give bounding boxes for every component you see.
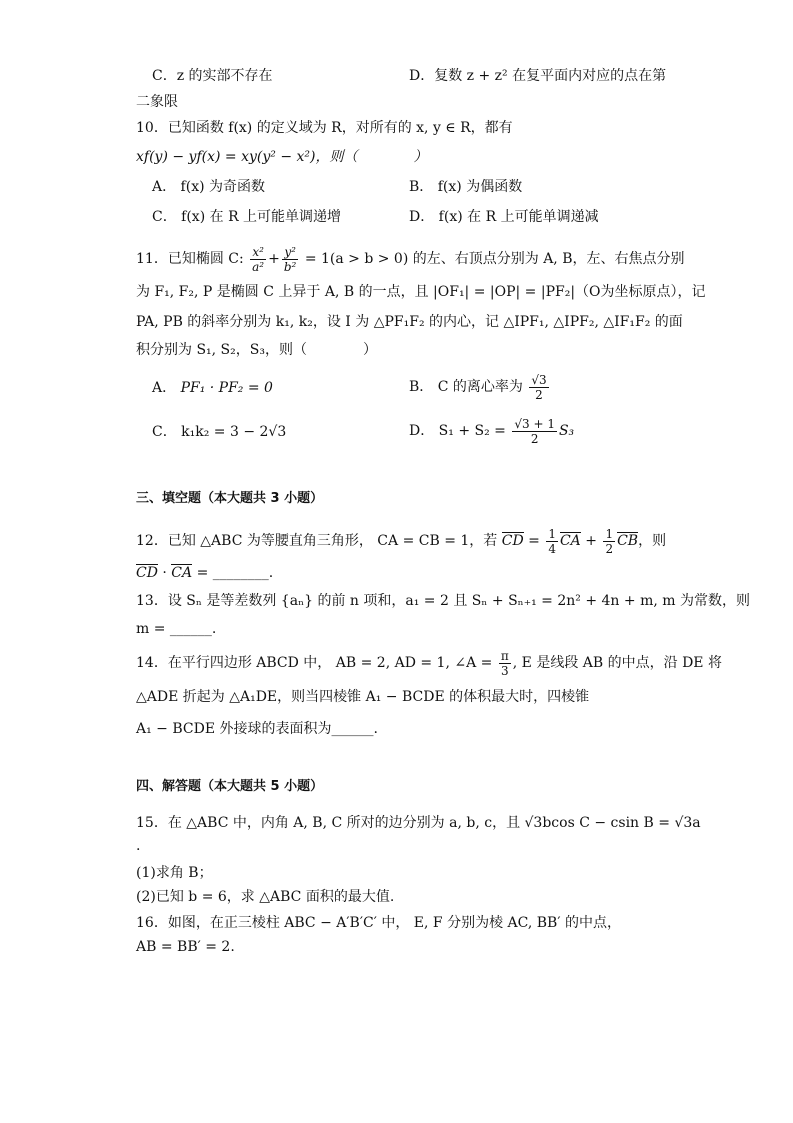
q11-option-b-frac: $\frac{√3}{2}$ bbox=[531, 372, 547, 402]
q11-frac-y: $\frac{\text{y²}}{\text{b²}}$ bbox=[283, 244, 297, 274]
q11-option-d-suffix: S₃ bbox=[558, 423, 575, 439]
q12-vec-cd: CD bbox=[501, 533, 524, 549]
q10-option-b: B． f(x) 为偶函数 bbox=[409, 179, 523, 195]
q11-option-d bbox=[409, 416, 574, 446]
q12-stem-text: 12．已知 △ABC 为等腰直角三角形， CA = CB = 1，若 bbox=[136, 533, 498, 549]
q12-line2: CD · CA = ________. bbox=[136, 565, 274, 581]
q11-option-d-label: D． S₁ + S₂ = bbox=[409, 423, 506, 439]
q10-option-d: D． f(x) 在 R 上可能单调递减 bbox=[409, 209, 599, 225]
q14-line2: △ADE 折起为 △A₁DE，则当四棱锥 A₁ − BCDE 的体积最大时，四棱锥 bbox=[136, 689, 590, 705]
q11-option-c: C． k₁k₂ = 3 − 2√3 bbox=[152, 424, 287, 440]
q13-line1: 13．设 Sₙ 是等差数列 {aₙ} 的前 n 项和，a₁ = 2 且 Sₙ + Sₙ₊₁ = 2n² + 4n + m, m 为常数，则 bbox=[136, 593, 750, 609]
q10-stem: 10．已知函数 f(x) 的定义域为 R，对所有的 x, y ∈ R，都有 bbox=[136, 120, 513, 136]
q15-line1-cont: . bbox=[136, 838, 141, 854]
q10-option-c: C． f(x) 在 R 上可能单调递增 bbox=[152, 209, 342, 225]
q10-option-a: A． f(x) 为奇函数 bbox=[152, 179, 266, 195]
q16-line1: 16．如图，在正三棱柱 ABC − A′B′C′ 中， E, F 分别为棱 AC, BB′ 的中点， bbox=[136, 915, 621, 931]
q12-frac-half: $\frac{1}{2}$ bbox=[605, 526, 614, 556]
q12-vec-ca: CA bbox=[559, 533, 581, 549]
section-3-title: 三、填空题（本大题共 3 小题） bbox=[136, 491, 324, 506]
q14-line1-prefix: 14．在平行四边形 ABCD 中， AB = 2, AD = 1, ∠A = bbox=[136, 655, 493, 671]
q10-formula: xf(y) − yf(x) = xy(y² − x²)，则（ ） bbox=[136, 149, 428, 165]
section-4-title: 四、解答题（本大题共 5 小题） bbox=[136, 779, 324, 794]
q11-frac-x: $\frac{\text{x²}}{\text{a²}}$ bbox=[252, 244, 265, 274]
q15-part1: (1)求角 B； bbox=[136, 865, 213, 881]
q9-option-c: C．z 的实部不存在 bbox=[152, 68, 273, 84]
q15-part2: (2)已知 b = 6，求 △ABC 面积的最大值. bbox=[136, 889, 395, 905]
q11-option-d-frac: $\frac{√3 + 1}{2}$ bbox=[514, 416, 555, 446]
q12-answer-blank: = ________. bbox=[192, 565, 274, 581]
q12-vec-cb: CB bbox=[617, 533, 639, 549]
q11-option-a-label: A． bbox=[152, 380, 177, 396]
q11-option-a-expr: PF₁ · PF₂ = 0 bbox=[180, 380, 273, 396]
q12-frac-quarter: $\frac{1}{4}$ bbox=[548, 526, 556, 556]
q14-line1-suffix: , E 是线段 AB 的中点，沿 DE 将 bbox=[512, 655, 722, 671]
q11-option-a bbox=[152, 378, 273, 398]
q12-stem: 12．已知 △ABC 为等腰直角三角形， CA = CB = 1，若 CD = $\frac{1}{4}$ CA + $\frac{1}{2}$ CB，则 bbox=[136, 526, 667, 556]
q9-option-d-cont: 二象限 bbox=[136, 94, 178, 110]
q12-vec-cd-2: CD bbox=[136, 565, 158, 581]
q11-stem-suffix: = 1(a > b > 0) 的左、右顶点分别为 A, B，左、右焦点分别 bbox=[304, 251, 685, 267]
q11-stem-prefix: 11．已知椭圆 C: bbox=[136, 251, 244, 267]
q9-option-d: D．复数 z + z² 在复平面内对应的点在第 bbox=[409, 68, 667, 84]
q16-line2: AB = BB′ = 2. bbox=[136, 939, 235, 955]
q11-stem: 11．已知椭圆 C: $\frac{\text{x²}}{\text{a²}}$ + $\frac{\text{y²}}{\text{b²}}$ = 1(a > b > 0) 的左、右顶点分别为 A, B，左、右焦点分别 bbox=[136, 244, 685, 274]
q11-line4: 积分别为 S₁, S₂，S₃，则（ ） bbox=[136, 342, 377, 358]
q11-option-b bbox=[409, 372, 551, 402]
q11-option-b-label: B． C 的离心率为 bbox=[409, 379, 523, 395]
q15-line1: 15．在 △ABC 中，内角 A, B, C 所对的边分别为 a, b, c，且 √3bcos C − csin B = √3a bbox=[136, 815, 701, 831]
q14-frac-pi3: $\frac{\pi}{3}$ bbox=[500, 648, 509, 678]
q11-line2: 为 F₁, F₂, P 是椭圆 C 上异于 A, B 的一点，且 |OF₁| = |OP| = |PF₂|（O为坐标原点），记 bbox=[136, 284, 706, 300]
q12-tail: ，则 bbox=[638, 533, 667, 549]
q12-vec-ca-2: CA bbox=[171, 565, 193, 581]
q13-line2: m = ______. bbox=[136, 621, 217, 637]
q14-line3: A₁ − BCDE 外接球的表面积为______. bbox=[136, 721, 378, 737]
q14-line1 bbox=[136, 648, 722, 678]
q11-line3: PA, PB 的斜率分别为 k₁, k₂，设 I 为 △PF₁F₂ 的内心，记 △IPF₁, △IPF₂, △IF₁F₂ 的面 bbox=[136, 314, 683, 330]
